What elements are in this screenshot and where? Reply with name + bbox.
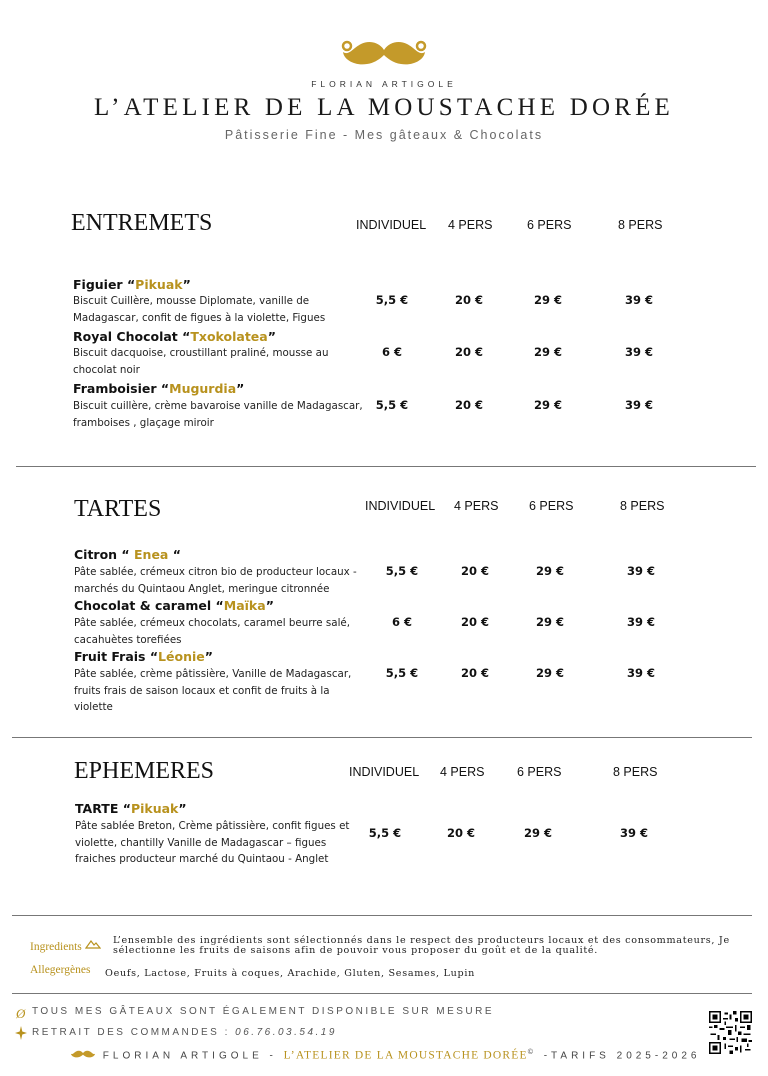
- menu-item-name: Citron “ Enea “: [74, 547, 181, 562]
- mountain-icon: [85, 939, 101, 949]
- column-header-4-pers: 4 PERS: [440, 765, 485, 779]
- price-8-pers: 39 €: [624, 293, 653, 307]
- column-header-individuel: INDIVIDUEL: [365, 499, 436, 513]
- allergenes-label: Allegergènes: [30, 964, 91, 976]
- price-6-pers: 29 €: [535, 615, 564, 629]
- phone-number: 06.76.03.54.19: [235, 1027, 337, 1038]
- menu-item-name: Chocolat & caramel “Maïka”: [74, 598, 274, 613]
- section-title-entremets: ENTREMETS: [71, 210, 213, 236]
- price-8-pers: 39 €: [626, 564, 655, 578]
- menu-item-description: Biscuit dacquoise, croustillant praliné, mousse au chocolat noir: [73, 347, 329, 376]
- pickup-info: RETRAIT DES COMMANDES : 06.76.03.54.19: [32, 1027, 337, 1038]
- item-highlight: Enea: [134, 547, 169, 562]
- bottom-brand-line: FLORIAN ARTIGOLE - L’ATELIER DE LA MOUSTACHE DORÉE© -TARIFS 2025-2026: [70, 1049, 700, 1061]
- wheat-free-icon: Ø: [16, 1006, 26, 1021]
- price-individuel: 6 €: [381, 345, 402, 359]
- qr-code[interactable]: [709, 1011, 752, 1054]
- price-4-pers: 20 €: [454, 345, 483, 359]
- menu-item-description: Biscuit Cuillère, mousse Diplomate, vanille de Madagascar, confit de figues à la violette, Figues: [73, 295, 326, 324]
- sparkle-icon: [15, 1026, 27, 1040]
- price-4-pers: 20 €: [460, 666, 489, 680]
- item-highlight: Maïka: [223, 598, 266, 613]
- column-header-4-pers: 4 PERS: [448, 218, 493, 232]
- column-header-individuel: INDIVIDUEL: [349, 765, 420, 779]
- footer-divider: [12, 993, 752, 994]
- price-8-pers: 39 €: [624, 345, 653, 359]
- column-header-6-pers: 6 PERS: [529, 499, 574, 513]
- price-6-pers: 29 €: [535, 666, 564, 680]
- price-individuel: 5,5 €: [385, 666, 419, 680]
- price-4-pers: 20 €: [460, 564, 489, 578]
- price-4-pers: 20 €: [460, 615, 489, 629]
- price-4-pers: 20 €: [446, 826, 475, 840]
- price-individuel: 5,5 €: [375, 398, 409, 412]
- column-header-8-pers: 8 PERS: [613, 765, 658, 779]
- menu-item-name: Royal Chocolat “Txokolatea”: [73, 329, 276, 344]
- page-subtitle: Pâtisserie Fine - Mes gâteaux & Chocolats: [224, 128, 544, 142]
- section-divider: [16, 466, 756, 467]
- price-6-pers: 29 €: [523, 826, 552, 840]
- item-highlight: Léonie: [158, 649, 205, 664]
- column-header-8-pers: 8 PERS: [618, 218, 663, 232]
- item-highlight: Mugurdia: [169, 381, 237, 396]
- brand-name: FLORIAN ARTIGOLE: [311, 79, 457, 89]
- price-individuel: 5,5 €: [385, 564, 419, 578]
- menu-item-name: Fruit Frais “Léonie”: [74, 649, 213, 664]
- menu-item-description: Pâte sablée, crème pâtissière, Vanille de Madagascar, fruits frais de saison locaux et confit de fruits à la violette: [74, 668, 352, 713]
- section-title-ephemeres: EPHEMERES: [74, 758, 215, 784]
- price-4-pers: 20 €: [454, 398, 483, 412]
- column-header-individuel: INDIVIDUEL: [356, 218, 427, 232]
- menu-item-name: TARTE “Pikuak”: [75, 801, 187, 816]
- menu-item-name: Framboisier “Mugurdia”: [73, 381, 245, 396]
- price-6-pers: 29 €: [533, 398, 562, 412]
- price-individuel: 6 €: [391, 615, 412, 629]
- menu-item-description: Pâte sablée Breton, Crème pâtissière, confit figues et violette, chantilly Vanille de Madagascar – figues fraiches producteur marché du Quintaou - Anglet: [75, 820, 350, 865]
- section-divider: [12, 737, 752, 738]
- price-8-pers: 39 €: [624, 398, 653, 412]
- ingredients-text: L’ensemble des ingrédients sont sélectionnés dans le respect des producteurs locaux et des consommateurs, Je sélectionne les fruits de saisons afin de pouvoir vous proposer du goût et de la qualité.: [113, 935, 730, 956]
- mustache-small-icon: [70, 1049, 96, 1059]
- mustache-logo-icon: [341, 36, 427, 70]
- menu-item-description: Pâte sablée, crémeux citron bio de producteur locaux - marchés du Quintaou Anglet, meringue citronnée: [74, 566, 357, 595]
- price-individuel: 5,5 €: [368, 826, 402, 840]
- ingredients-label: Ingredients: [30, 939, 101, 953]
- column-header-4-pers: 4 PERS: [454, 499, 499, 513]
- column-header-6-pers: 6 PERS: [517, 765, 562, 779]
- price-4-pers: 20 €: [454, 293, 483, 307]
- price-6-pers: 29 €: [533, 293, 562, 307]
- column-header-6-pers: 6 PERS: [527, 218, 572, 232]
- footer-divider: [12, 915, 752, 916]
- price-individuel: 5,5 €: [375, 293, 409, 307]
- menu-item-name: Figuier “Pikuak”: [73, 277, 191, 292]
- item-highlight: Pikuak: [135, 277, 183, 292]
- item-highlight: Txokolatea: [190, 329, 268, 344]
- menu-item-description: Biscuit cuillère, crème bavaroise vanille de Madagascar, framboises , glaçage miroir: [73, 400, 363, 429]
- price-8-pers: 39 €: [626, 615, 655, 629]
- price-8-pers: 39 €: [626, 666, 655, 680]
- item-highlight: Pikuak: [130, 801, 179, 816]
- price-6-pers: 29 €: [535, 564, 564, 578]
- price-6-pers: 29 €: [533, 345, 562, 359]
- column-header-8-pers: 8 PERS: [620, 499, 665, 513]
- menu-item-description: Pâte sablée, crémeux chocolats, caramel beurre salé, cacahuètes torefiées: [74, 617, 351, 646]
- custom-order-text: TOUS MES GÂTEAUX SONT ÉGALEMENT DISPONIBLE SUR MESURE: [32, 1006, 495, 1017]
- page-title: L’ATELIER DE LA MOUSTACHE DORÉE: [93, 94, 675, 121]
- allergenes-text: Oeufs, Lactose, Fruits à coques, Arachide, Gluten, Sesames, Lupin: [105, 968, 475, 979]
- section-title-tartes: TARTES: [74, 496, 162, 522]
- price-8-pers: 39 €: [619, 826, 648, 840]
